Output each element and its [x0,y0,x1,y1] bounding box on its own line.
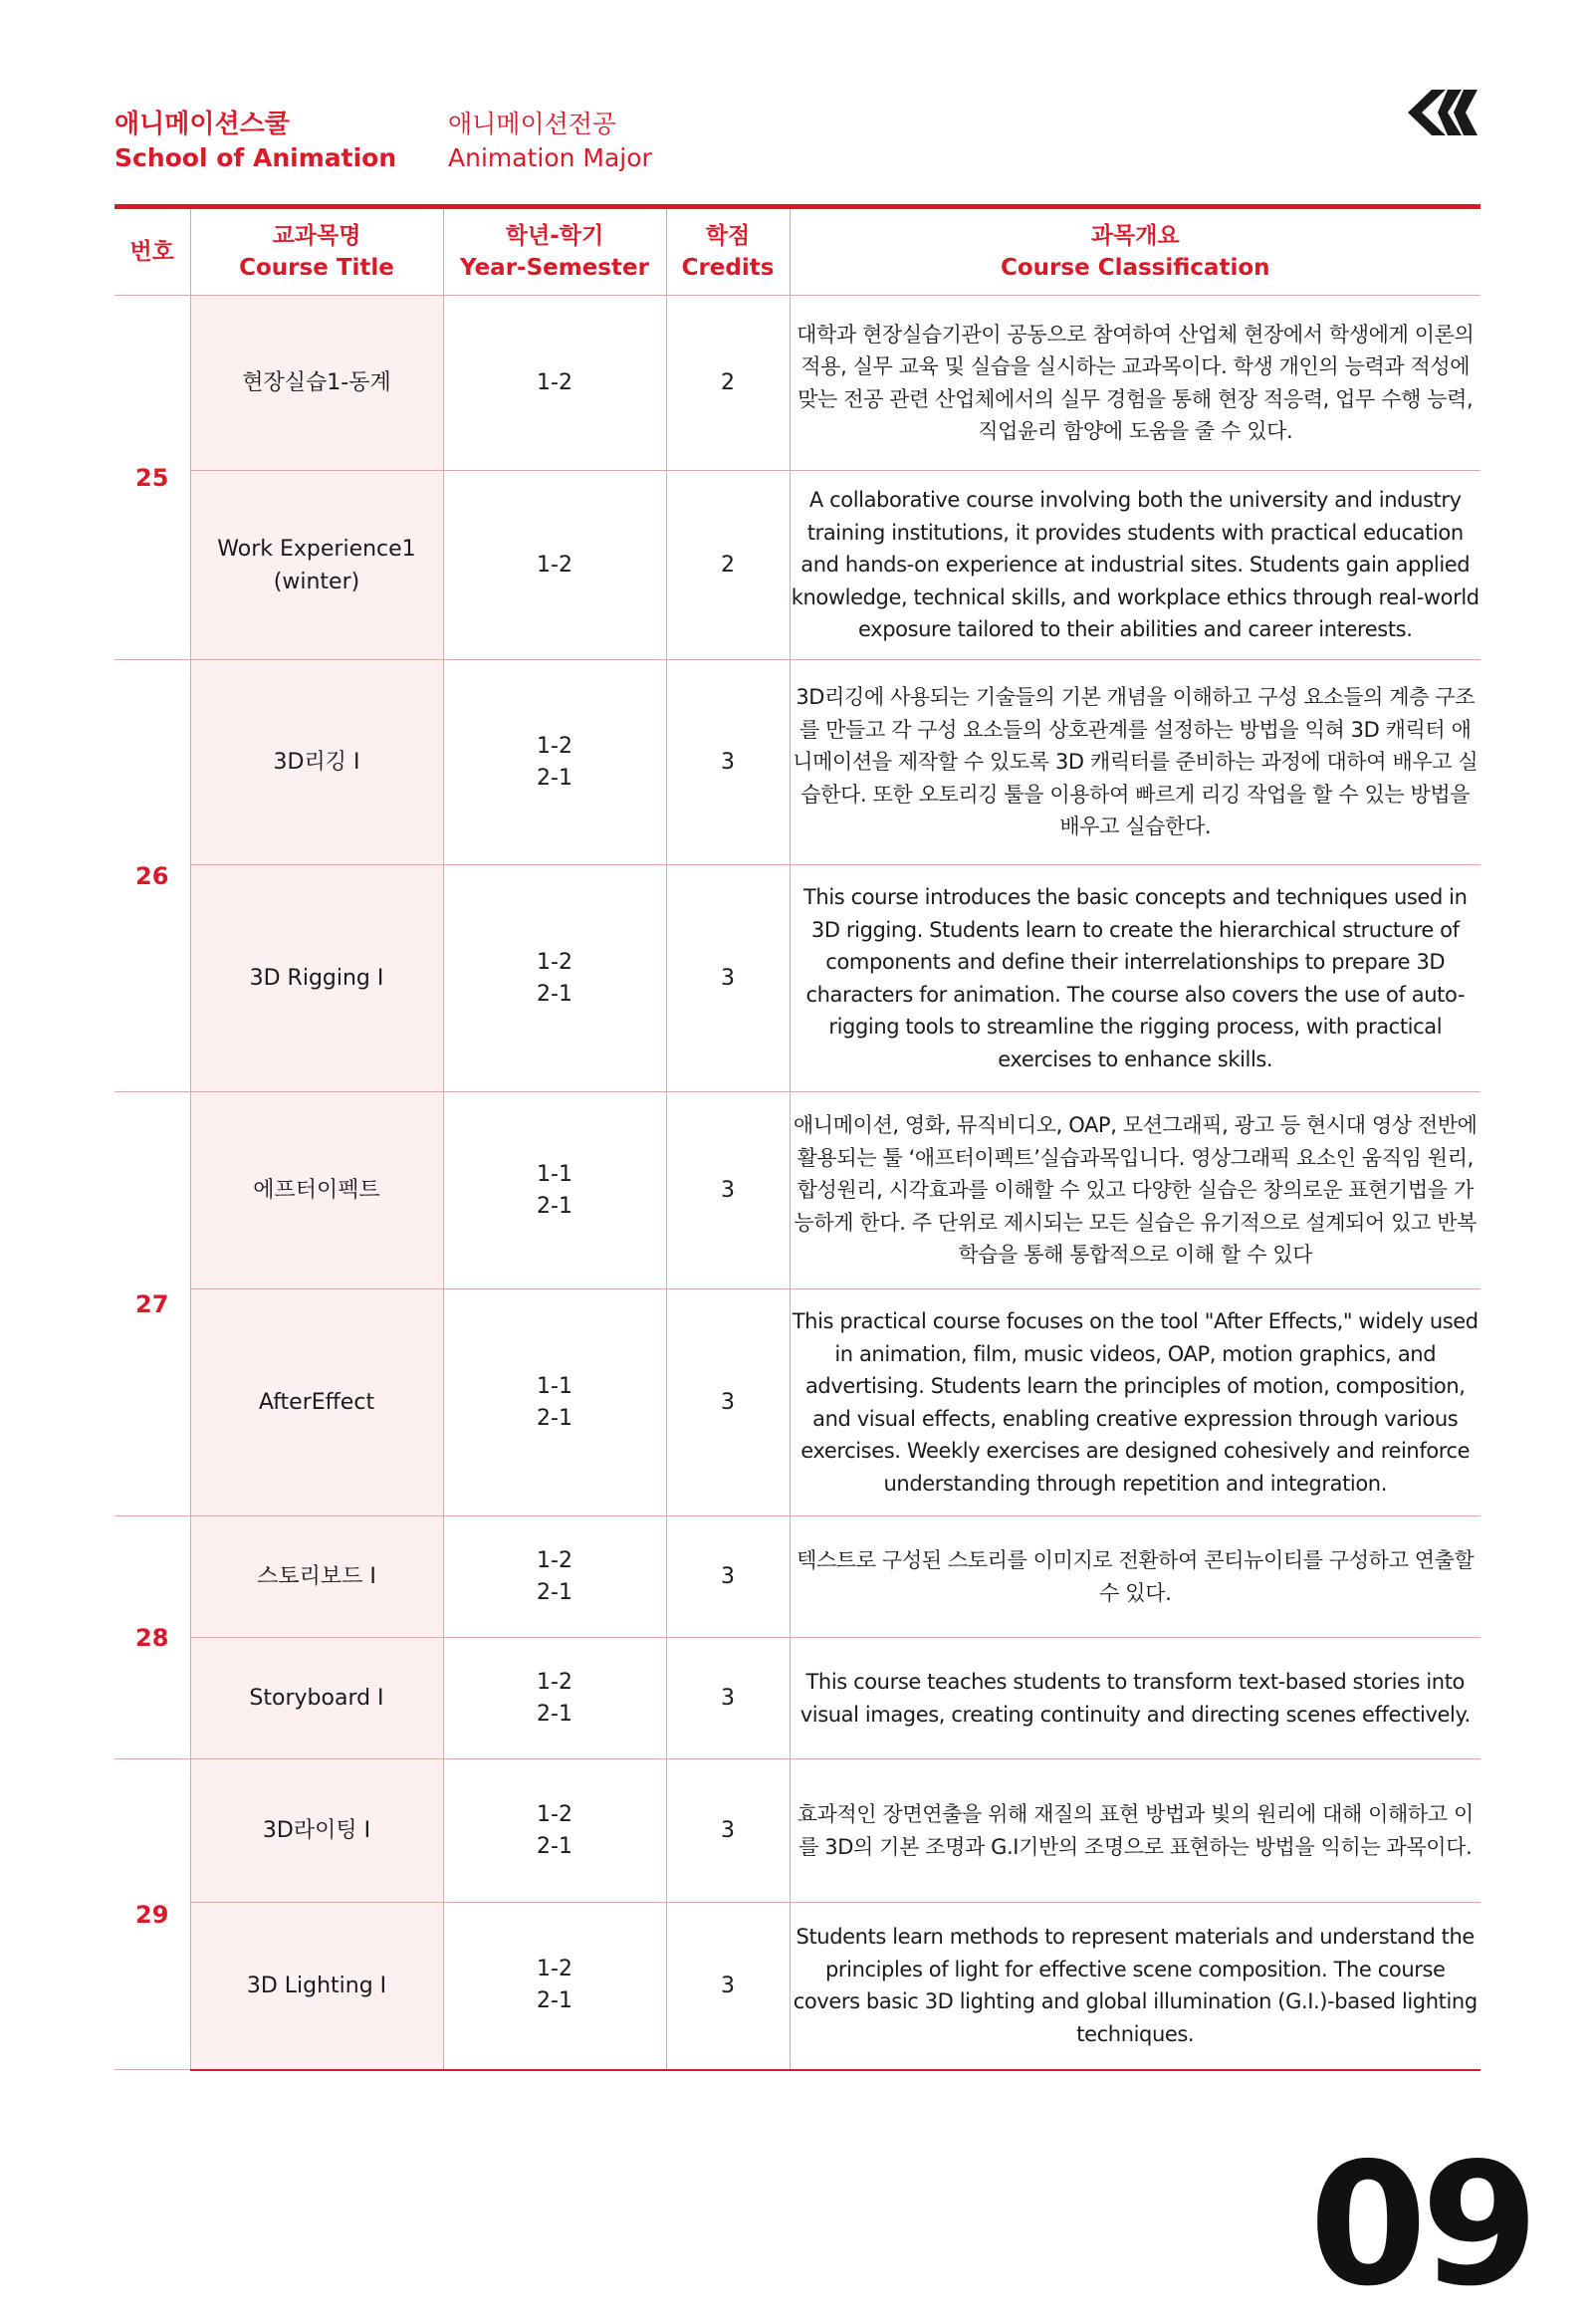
school-name-en: School of Animation [114,143,397,172]
course-description-ko: 대학과 현장실습기관이 공동으로 참여하여 산업체 현장에서 학생에게 이론의 적용, 실무 교육 및 실습을 실시하는 교과목이다. 학생 개인의 능력과 적성에 맞는 전공 관련 산업체에서의 실무 경험을 통해 현장 적응력, 업무 수행 능력, 직업윤리 함양에 도움을 줄 수 있다. [790,296,1480,471]
course-number: 26 [114,660,190,1092]
course-title-ko: 에프터이펙트 [190,1092,443,1289]
table-row [114,1759,1480,1903]
header-credits: 학점 Credits [666,207,790,296]
major-name-ko: 애니메이션전공 [448,110,617,138]
course-title-ko: 현장실습1-동계 [190,296,443,471]
course-number: 29 [114,1759,190,2070]
year-semester: 1-1 2-1 [443,1289,666,1516]
credits: 3 [666,1289,790,1516]
school-header [114,108,396,175]
course-number: 25 [114,296,190,660]
credits: 3 [666,1638,790,1759]
course-title-ko: 3D리깅 I [190,660,443,865]
table-row [114,1638,1480,1759]
table-row [114,296,1480,471]
year-semester: 1-2 2-1 [443,1759,666,1903]
course-description-en: This practical course focuses on the tool "After Effects," widely used in animation, film, music videos, OAP, motion graphics, and advertising. Students learn the principles of motion, composition, and visual effects, enabling creative expression through various exercises. Weekly exercises are designed cohesively and reinforce understanding through repetition and integration. [790,1289,1480,1516]
course-description-ko: 텍스트로 구성된 스토리를 이미지로 전환하여 콘티뉴이티를 구성하고 연출할 수 있다. [790,1516,1480,1638]
credits: 3 [666,1092,790,1289]
school-name-ko: 애니메이션스쿨 [114,110,290,139]
credits: 2 [666,471,790,660]
credits: 3 [666,865,790,1092]
header-num: 번호 [114,207,190,296]
year-semester: 1-1 2-1 [443,1092,666,1289]
table-row [114,865,1480,1092]
header-year-semester: 학년-학기 Year-Semester [443,207,666,296]
course-description-ko: 애니메이션, 영화, 뮤직비디오, OAP, 모션그래픽, 광고 등 현시대 영상 전반에 활용되는 툴 ‘애프터이펙트’실습과목입니다. 영상그래픽 요소인 움직임 원리, 합성원리, 시각효과를 이해할 수 있고 다양한 실습은 창의로운 표현기법을 가능하게 한다. 주 단위로 제시되는 모든 실습은 유기적으로 설계되어 있고 반복학습을 통해 통합적으로 이해 할 수 있다 [790,1092,1480,1289]
course-description-en: Students learn methods to represent materials and understand the principles of light for effective scene composition. The course covers basic 3D lighting and global illumination (G.I.)-based lighting techniques. [790,1903,1480,2070]
year-semester: 1-2 2-1 [443,865,666,1092]
year-semester: 1-2 [443,471,666,660]
major-name-en: Animation Major [448,143,652,172]
credits: 3 [666,1759,790,1903]
table-row [114,1289,1480,1516]
course-title-en: Work Experience1 (winter) [190,471,443,660]
year-semester: 1-2 [443,296,666,471]
course-title-ko: 3D라이팅 I [190,1759,443,1903]
credits: 3 [666,1516,790,1638]
course-description-ko: 효과적인 장면연출을 위해 재질의 표현 방법과 빛의 원리에 대해 이해하고 이를 3D의 기본 조명과 G.I기반의 조명으로 표현하는 방법을 익히는 과목이다. [790,1759,1480,1903]
header-course-title: 교과목명 Course Title [190,207,443,296]
course-number: 28 [114,1516,190,1759]
table-row [114,1903,1480,2070]
course-title-ko: 스토리보드 I [190,1516,443,1638]
year-semester: 1-2 2-1 [443,1903,666,2070]
header-course-classification: 과목개요 Course Classification [790,207,1480,296]
course-title-en: AfterEffect [190,1289,443,1516]
page-number: 09 [1309,2127,1533,2324]
year-semester: 1-2 2-1 [443,660,666,865]
course-title-en: 3D Lighting I [190,1903,443,2070]
credits: 3 [666,660,790,865]
course-description-en: This course introduces the basic concepts and techniques used in 3D rigging. Students learn to create the hierarchical structure of components and define their interrelationships to prepare 3D characters for animation. The course also covers the use of auto-rigging tools to streamline the rigging process, with practical exercises to enhance skills. [790,865,1480,1092]
course-table [114,204,1480,2071]
course-title-en: 3D Rigging I [190,865,443,1092]
course-description-en: A collaborative course involving both the university and industry training institutions, it provides students with practical education and hands-on experience at industrial sites. Students gain applied knowledge, technical skills, and workplace ethics through real-world exposure tailored to their abilities and career interests. [790,471,1480,660]
table-header-row [114,207,1480,296]
table-row [114,660,1480,865]
table-row [114,1092,1480,1289]
course-description-en: This course teaches students to transform text-based stories into visual images, creating continuity and directing scenes effectively. [790,1638,1480,1759]
table-row [114,471,1480,660]
course-title-en: Storyboard I [190,1638,443,1759]
ck-logo-icon [1402,86,1481,139]
course-number: 27 [114,1092,190,1516]
year-semester: 1-2 2-1 [443,1638,666,1759]
major-header [448,108,652,175]
year-semester: 1-2 2-1 [443,1516,666,1638]
table-row [114,1516,1480,1638]
credits: 3 [666,1903,790,2070]
course-description-ko: 3D리깅에 사용되는 기술들의 기본 개념을 이해하고 구성 요소들의 계층 구조를 만들고 각 구성 요소들의 상호관계를 설정하는 방법을 익혀 3D 캐릭터 애니메이션을 제작할 수 있도록 3D 캐릭터를 준비하는 과정에 대하여 배우고 실습한다. 또한 오토리깅 툴을 이용하여 빠르게 리깅 작업을 할 수 있는 방법을 배우고 실습한다. [790,660,1480,865]
credits: 2 [666,296,790,471]
